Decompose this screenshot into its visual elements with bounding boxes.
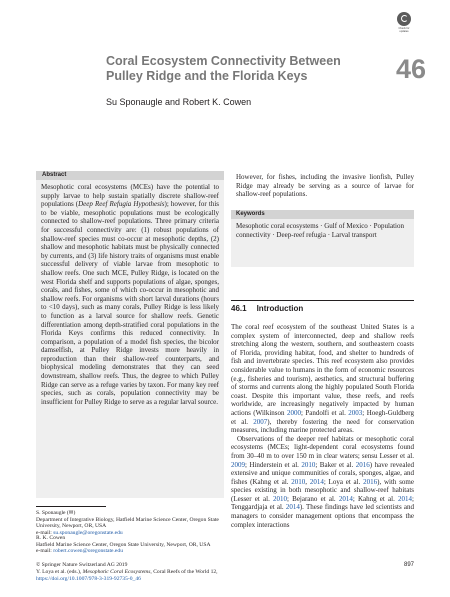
citation-link[interactable]: 2003 — [348, 408, 363, 417]
citation-link[interactable]: 2009 — [231, 460, 245, 469]
email-link[interactable]: su.sponaugle@oregonstate.edu — [53, 530, 123, 537]
citation-link[interactable]: 2007 — [253, 417, 268, 426]
abstract-text — [36, 180, 224, 406]
citation-link[interactable]: 2010 — [273, 494, 288, 503]
citation-link[interactable]: 2014 — [309, 477, 324, 486]
citation-link[interactable]: 2014 — [338, 494, 353, 503]
author-department: Department of Integrative Biology, Hatfield Marine Science Center, Oregon State University, Newport, OR, USA — [36, 516, 219, 530]
chapter-number: 46 — [395, 54, 426, 84]
email-label: e-mail: — [36, 530, 54, 537]
paragraph — [231, 435, 414, 530]
text-run: , — [305, 477, 310, 486]
doi-link[interactable]: https://doi.org/10.1007/978-3-319-92735-0_46 — [36, 575, 141, 582]
section-divider — [231, 300, 414, 301]
text-run: Observations of the deeper reef habitats or mesophotic coral ecosystems (MCEs; light-dependent coral ecosystems found from 30–40 m to over 150 m in clear waters; sensu Lesser et al. — [231, 434, 414, 460]
text-run: ). These findings have led scientists and managers to consider management options that encompass the complex interactions — [231, 503, 414, 529]
citation-link[interactable]: 2014 — [285, 503, 300, 512]
citation-link[interactable]: 2016 — [363, 477, 378, 486]
chapter-title: Coral Ecosystem Connectivity Between Pulley Ridge and the Florida Keys — [106, 54, 341, 83]
citation — [36, 569, 396, 576]
citation-part: Y. Loya et al. (eds.), — [36, 568, 83, 575]
abstract-box — [36, 171, 224, 498]
affiliation-1 — [36, 510, 224, 537]
text-run: ) have revealed extensive and unique communities of corals, sponges, algae, and fishes (Kahng et al. — [231, 460, 414, 486]
book-title: Mesophotic Coral Ecosystems — [82, 568, 151, 575]
text-run: ; Bejarano et al. — [287, 494, 339, 503]
author-department: Hatfield Marine Science Center, Oregon State University, Newport, OR, USA — [36, 541, 211, 548]
footnote-divider — [36, 506, 106, 507]
abstract-continued-text: However, for fishes, including the invasive lionfish, Pulley Ridge may already be serving as a source of larvae for shallow-reef populations. — [236, 173, 414, 199]
copyright: © Springer Nature Switzerland AG 2019 — [36, 562, 128, 568]
text-run: ; Baker et al. — [315, 460, 356, 469]
citation-link[interactable]: 2000 — [286, 408, 301, 417]
abstract-heading: Abstract — [36, 171, 224, 180]
abstract-text-part: ); however, for this to be viable, mesophotic populations must be ecologically connected to shallow-reef populations. Three primary criteria for successful connectivity are: (1) robust populations of shallow-reef species must co-occur at mesophotic depths, (2) shallow and mesophotic habitats must be physically connected by currents, and (3) life history traits of organisms must enable successful delivery of viable larvae from mesophotic to shallow reefs. One such MCE, Pulley Ridge, is located on the west Florida shelf and supports populations of algae, sponges, corals, and fishes, some of which co-occur in mesophotic and shallow reefs. For organisms with short larval durations (hours to <10 days), such as many corals, Pulley Ridge is less likely to function as a larval source for shallow reefs. Genetic differentiation among depth-stratified coral populations in the Florida Keys confirms this reduced connectivity. In comparison, a population of a model fish species, the bicolor damselfish, at Pulley Ridge invests more heavily in reproduction than their shallow-reef counterparts, and biophysical modeling demonstrates that they can seed downstream, shallow reefs. Thus, the degree to which Pulley Ridge can serve as a refuge varies by taxon. For many key reef species, such as corals, population connectivity may be insufficient for Pulley Ridge to serve as a regular larval source. — [41, 200, 219, 406]
authors: Su Sponaugle and Robert K. Cowen — [106, 97, 252, 107]
text-run: ), thereby fostering the need for conservation measures, including marine protected areas. — [231, 417, 414, 435]
affiliation-2 — [36, 535, 224, 555]
email-label: e-mail: — [36, 548, 54, 555]
update-icon — [397, 12, 411, 26]
author-email-line — [36, 548, 224, 555]
author-name: S. Sponaugle (✉) — [36, 510, 76, 516]
text-run: ), with some species existing in both mesophotic and shallow-reef habitats (Lesser et al. — [231, 477, 414, 503]
email-link[interactable]: robert.cowen@oregonstate.edu — [53, 548, 124, 555]
citation-part: , Coral Reefs of the World 12, — [150, 568, 218, 575]
keywords-text: Mesophotic coral ecosystems · Gulf of Mexico · Population connectivity · Deep-reef refugia · Larval transport — [236, 222, 404, 239]
text-run: ; Loya et al. — [323, 477, 364, 486]
abstract-hypothesis-name: Deep Reef Refugia Hypothesis — [78, 200, 165, 209]
citation-link[interactable]: 2014 — [398, 494, 413, 503]
author-name: R. K. Cowen — [36, 535, 66, 541]
check-for-updates-badge[interactable] — [394, 12, 414, 33]
text-run: ; Pandolfi et al. — [300, 408, 349, 417]
abstract-continued — [236, 173, 414, 199]
citation-link[interactable]: 2016 — [355, 460, 370, 469]
text-run: ; Tenggardjaja et al. — [231, 494, 414, 512]
text-run: ; Hinderstein et al. — [245, 460, 302, 469]
keywords-box — [231, 210, 414, 267]
section-title: Introduction — [256, 304, 304, 313]
section-number: 46.1 — [231, 304, 247, 313]
paragraph — [231, 323, 414, 435]
citation-link[interactable]: 2010 — [301, 460, 316, 469]
badge-label: Check for updates — [398, 27, 410, 33]
text-run: The coral reef ecosystem of the southeast United States is a complex system of interconnected, deep and shallow reefs stretching along the western, southern, and southeastern coasts of Florida, providing habitat, food, and shelter to hundreds of fish and invertebrate species. This reef ecosystem also provides considerable value to humans in the form of economic resources (e.g., fisheries and tourism), aesthetics, and structural buffering of storms and currents along the highly populated South Florida coast. Despite this important value, these reefs, and reefs worldwide, are increasingly negatively impacted by human actions (Wilkinson — [231, 323, 414, 417]
publication-footer — [36, 562, 396, 582]
citation-link[interactable]: 2010 — [291, 477, 306, 486]
section-heading — [231, 304, 303, 313]
page-number: 897 — [403, 562, 414, 568]
text-run: ; Hoegh-Guldberg et al. — [231, 408, 414, 426]
abstract-text-part: Mesophotic coral ecosystems (MCEs) have the potential to supply larvae to help sustain spatially discrete shallow-reef populations ( — [41, 183, 219, 209]
introduction-body — [231, 323, 414, 529]
text-run: ; Kahng et al. — [352, 494, 399, 503]
keywords-heading: Keywords — [231, 210, 414, 219]
